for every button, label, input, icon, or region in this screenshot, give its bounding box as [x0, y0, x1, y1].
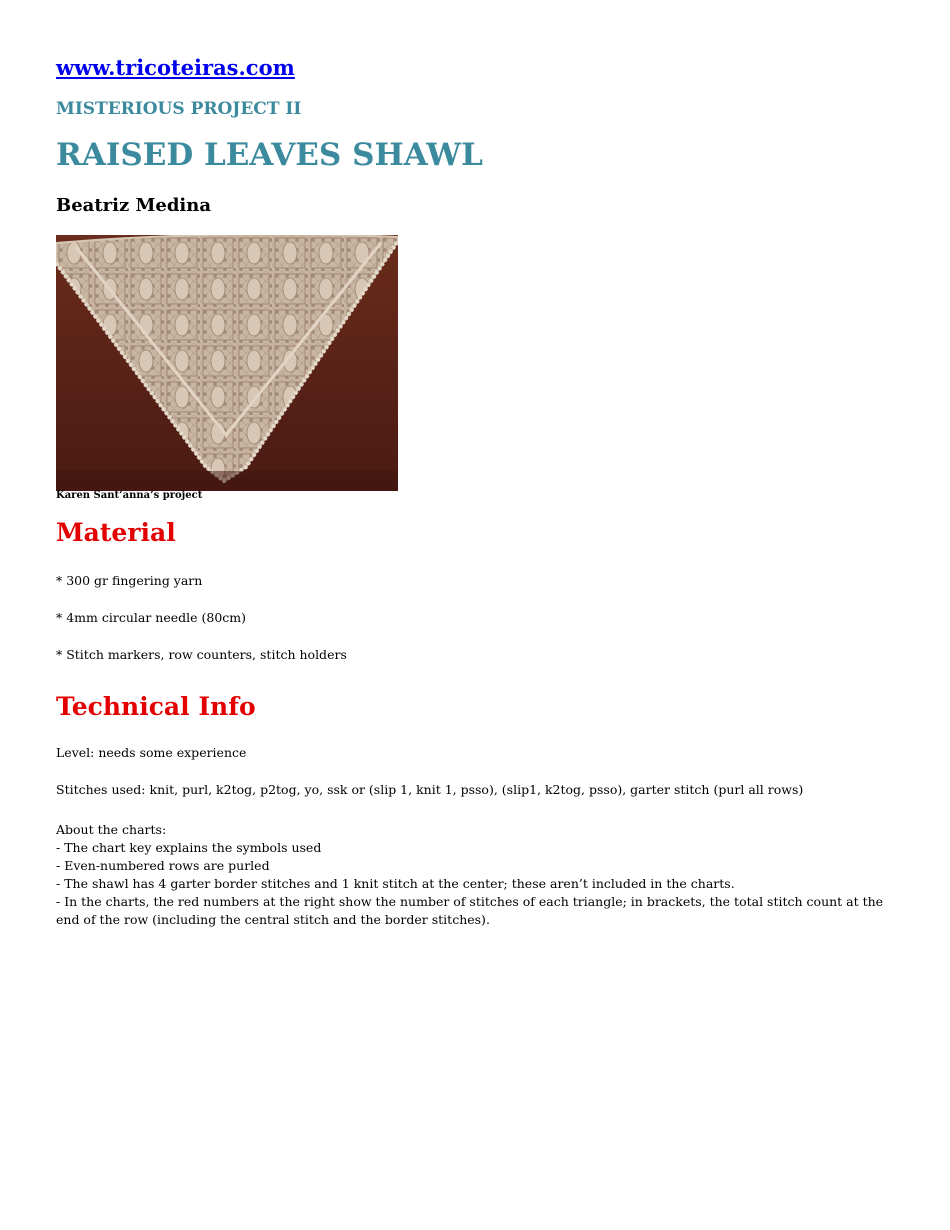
about-item: - In the charts, the red numbers at the right show the number of stitches of each triangle; in brackets, the total stitch count at the end of the row (including the central stitch and the border stitches). [56, 894, 884, 927]
shawl-photo [56, 235, 398, 491]
about-charts-title: About the charts: [56, 822, 167, 837]
material-heading: Material [56, 518, 176, 547]
material-item: * 300 gr fingering yarn [56, 573, 203, 588]
author-name: Beatriz Medina [56, 195, 212, 216]
about-item: - The chart key explains the symbols used [56, 840, 322, 855]
about-item: - The shawl has 4 garter border stitches and 1 knit stitch at the center; these aren’t included in the charts. [56, 876, 735, 891]
about-item: - Even-numbered rows are purled [56, 858, 270, 873]
material-item: * 4mm circular needle (80cm) [56, 610, 247, 625]
stitches-text: Stitches used: knit, purl, k2tog, p2tog, yo, ssk or (slip 1, knit 1, psso), (slip1, k2tog, psso), garter stitch (purl all rows) [56, 782, 804, 797]
photo-caption: Karen Sant’anna’s project [56, 490, 203, 501]
technical-info-heading: Technical Info [56, 692, 256, 721]
level-text: Level: needs some experience [56, 745, 247, 760]
project-label: MISTERIOUS PROJECT II [56, 99, 302, 119]
about-charts [56, 821, 896, 929]
page-title: RAISED LEAVES SHAWL [56, 137, 483, 173]
material-item: * Stitch markers, row counters, stitch holders [56, 647, 347, 662]
site-link[interactable]: www.tricoteiras.com [56, 55, 295, 80]
